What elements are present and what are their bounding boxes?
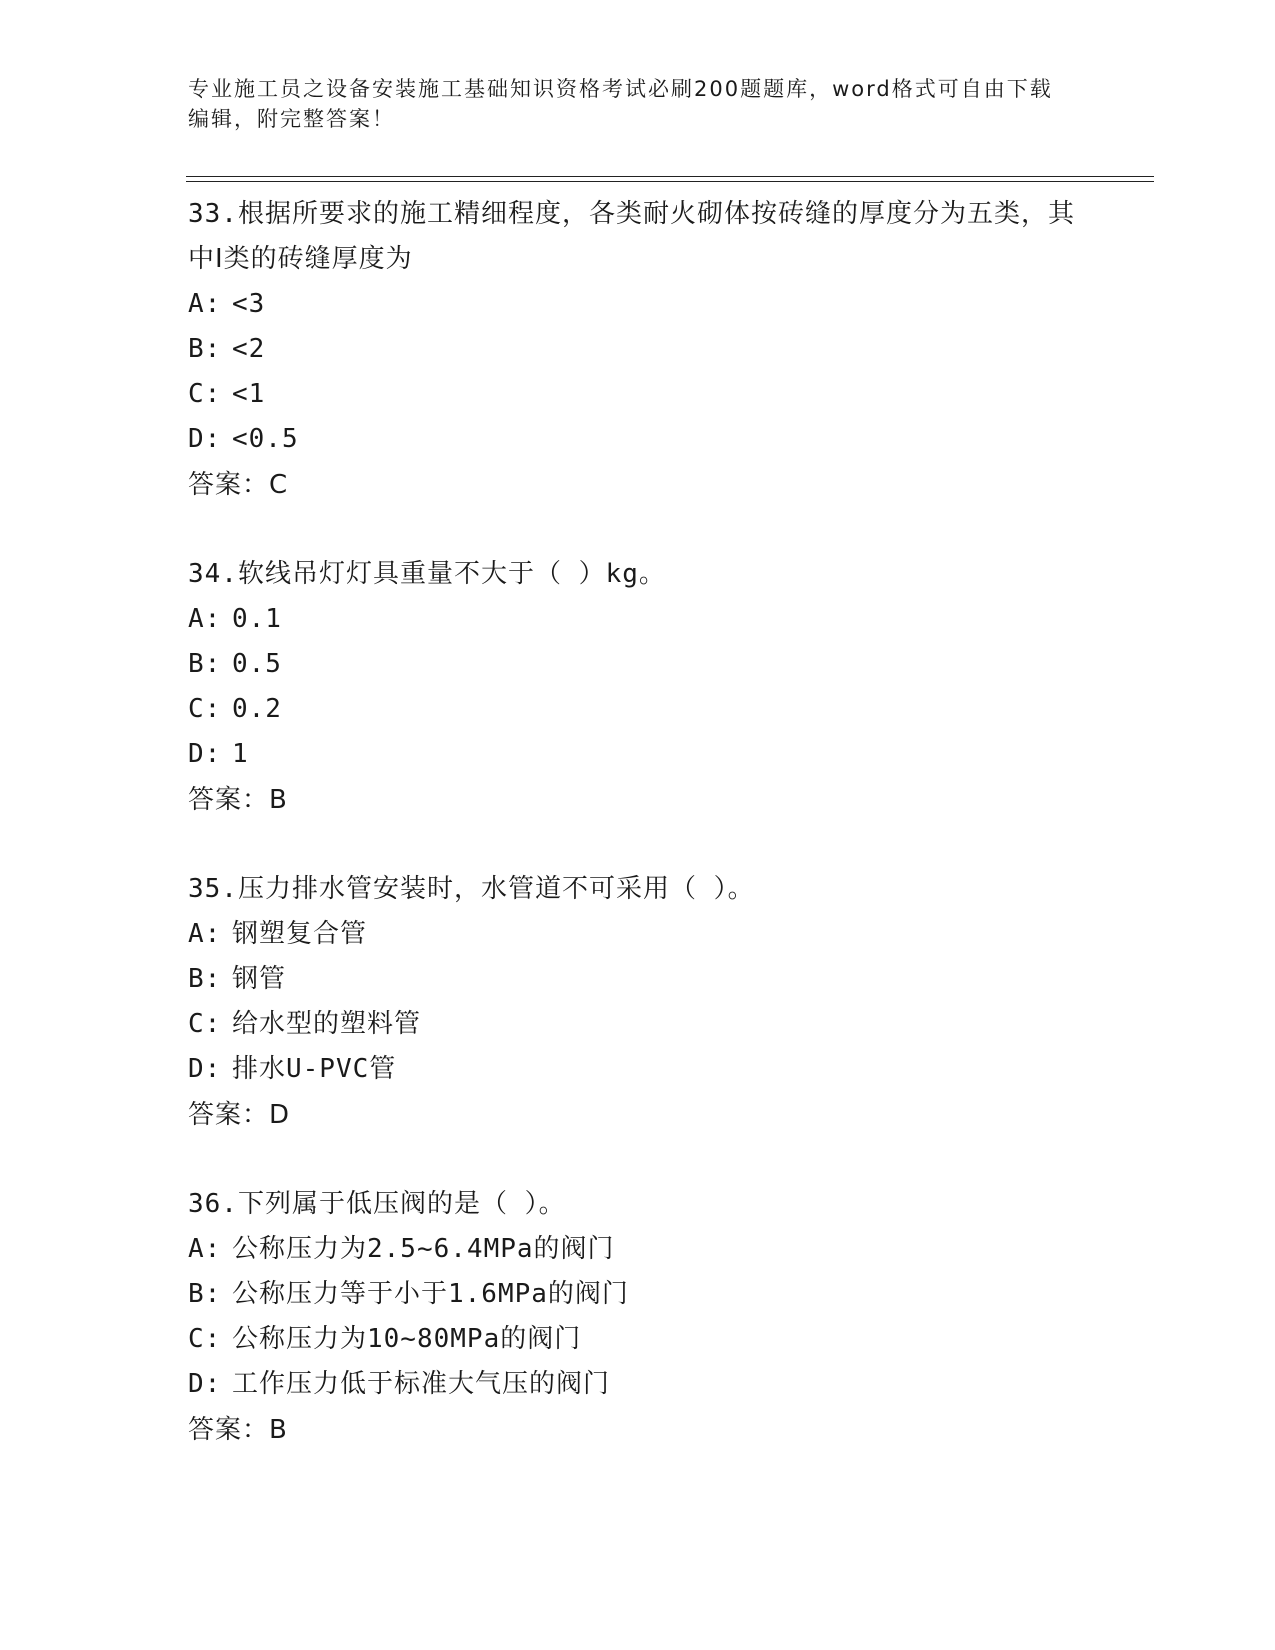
option-letter: A: — [188, 289, 222, 319]
option-a — [188, 597, 1148, 642]
option-a — [188, 282, 1148, 327]
option-text: 钢管 — [232, 964, 287, 994]
option-letter: C: — [188, 1009, 222, 1039]
option-letter: A: — [188, 1234, 222, 1264]
header-divider-top — [186, 176, 1154, 177]
option-letter: C: — [188, 1324, 222, 1354]
option-c — [188, 687, 1148, 732]
option-text: 工作压力低于标准大气压的阀门 — [232, 1369, 611, 1399]
question-33 — [188, 192, 1148, 508]
option-text: 0.5 — [232, 649, 282, 679]
option-d — [188, 417, 1148, 462]
document-header: 专业施工员之设备安装施工基础知识资格考试必刷200题题库，word格式可自由下载编辑，附完整答案！ — [188, 77, 1053, 131]
option-d — [188, 732, 1148, 777]
option-text: 0.2 — [232, 694, 282, 724]
option-b — [188, 642, 1148, 687]
option-text: 公称压力为2.5~6.4MPa的阀门 — [232, 1234, 615, 1264]
option-c — [188, 1002, 1148, 1047]
option-c — [188, 1317, 1148, 1362]
option-letter: C: — [188, 694, 222, 724]
option-letter: A: — [188, 604, 222, 634]
option-text: 1 — [232, 739, 249, 769]
option-letter: B: — [188, 334, 222, 364]
option-letter: D: — [188, 739, 222, 769]
answer-line: 答案：C — [188, 470, 289, 500]
question-stem: 34.软线吊灯灯具重量不大于（ ）kg。 — [188, 559, 666, 589]
option-text: 0.1 — [232, 604, 282, 634]
option-text: <0.5 — [232, 424, 299, 454]
question-stem: 36.下列属于低压阀的是（ ）。 — [188, 1189, 566, 1219]
option-b — [188, 327, 1148, 372]
question-35 — [188, 867, 1148, 1138]
option-letter: C: — [188, 379, 222, 409]
option-a — [188, 1227, 1148, 1272]
option-letter: A: — [188, 919, 222, 949]
option-letter: D: — [188, 424, 222, 454]
option-letter: B: — [188, 964, 222, 994]
question-34 — [188, 552, 1148, 823]
option-d — [188, 1362, 1148, 1407]
option-text: 公称压力为10~80MPa的阀门 — [232, 1324, 582, 1354]
option-text: <3 — [232, 289, 266, 319]
answer-line: 答案：D — [188, 1100, 291, 1130]
option-text: 公称压力等于小于1.6MPa的阀门 — [232, 1279, 629, 1309]
option-letter: D: — [188, 1054, 222, 1084]
option-c — [188, 372, 1148, 417]
option-d — [188, 1047, 1148, 1092]
option-text: 排水U-PVC管 — [232, 1054, 397, 1084]
option-letter: B: — [188, 1279, 222, 1309]
option-letter: B: — [188, 649, 222, 679]
option-b — [188, 957, 1148, 1002]
option-text: <2 — [232, 334, 266, 364]
answer-line: 答案：B — [188, 1415, 288, 1445]
question-stem: 35.压力排水管安装时，水管道不可采用（ ）。 — [188, 874, 755, 904]
option-b — [188, 1272, 1148, 1317]
header-divider-bottom — [186, 181, 1154, 182]
answer-line: 答案：B — [188, 785, 288, 815]
option-text: 钢塑复合管 — [232, 919, 368, 949]
option-text: 给水型的塑料管 — [232, 1009, 422, 1039]
option-text: <1 — [232, 379, 266, 409]
question-36 — [188, 1182, 1148, 1453]
question-list — [188, 192, 1148, 1497]
question-stem: 33.根据所要求的施工精细程度，各类耐火砌体按砖缝的厚度分为五类，其中Ⅰ类的砖缝厚度为 — [188, 199, 1075, 274]
option-letter: D: — [188, 1369, 222, 1399]
option-a — [188, 912, 1148, 957]
